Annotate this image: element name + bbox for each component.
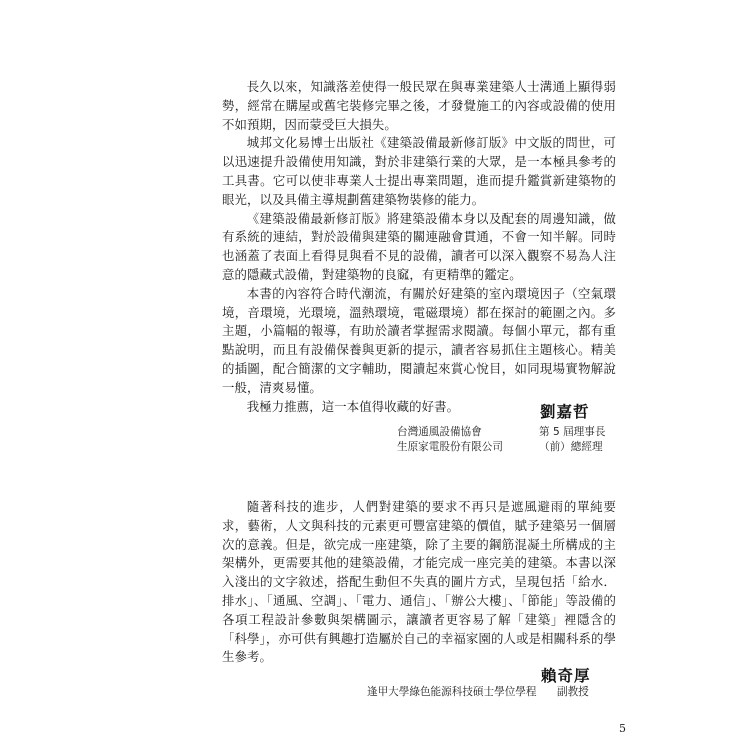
signature-title-1b: （前）總經理 <box>539 441 603 453</box>
paragraph: 本書的內容符合時代潮流，有關於好建築的室內環境因子（空氣環境，音環境，光環境，溫熱環境，電磁環境）都在探討的範圍之內。多主題，小篇幅的報導，有助於讀者掌握需求閱讀。每個小單元，都有重點說明，而且有設備保養與更新的提示，讀者容易抓住主題核心。精美的插圖，配合簡潔的文字輔助，閱讀起來賞心悅目，如同現場實物解說一般，清爽易懂。 <box>222 285 616 395</box>
paragraph: 長久以來，知識落差使得一般民眾在與專業建築人士溝通上顯得弱勢，經常在購屋或舊宅裝修完畢之後，才發覺施工的內容或設備的使用不如預期，因而蒙受巨大損失。 <box>222 79 616 132</box>
paragraph: 《建築設備最新修訂版》將建築設備本身以及配套的周邊知識，做有系統的連結，對於設備與建築的關連融會貫通，不會一知半解。同時也涵蓋了表面上看得見與看不見的設備，讀者可以深入觀察不易為人注意的隱藏式設備，對建築物的良窳，有更精準的鑑定。 <box>222 210 616 282</box>
page-number: 5 <box>619 722 626 735</box>
signature-title-2: 副教授 <box>557 686 589 698</box>
signature-title-1a: 第 5 屆理事長 <box>539 426 606 438</box>
paragraph: 我極力推薦，這一本值得收藏的好書。 <box>246 398 460 414</box>
foreword-section-1 <box>222 78 616 416</box>
signature-org-2: 逢甲大學綠色能源科技碩士學位學程 <box>367 686 537 698</box>
paragraph: 隨著科技的進步，人們對建築的要求不再只是遮風避雨的單純要求，藝術，人文與科技的元素更可豐富建築的價值，賦予建築另一個層次的意義。但是，欲完成一座建築，除了主要的鋼筋混凝土所構成的主架構外，更需要其他的建築設備，才能完成一座完美的建築。本書以深入淺出的文字敘述，搭配生動但不失真的圖片方式，呈現包括「給水．排水」、「通風、空調」、「電力、通信」、「辦公大樓」、「節能」等設備的各項工程設計參數與架構圖示，讓讀者更容易了解「建築」裡隱含的「科學」，亦可供有興趣打造屬於自己的幸福家園的人或是相關科系的學生參考。 <box>222 499 616 665</box>
signature-org-1b: 生原家電股份有限公司 <box>397 441 503 453</box>
signature-org-1a: 台灣通風設備協會 <box>397 426 482 438</box>
paragraph: 城邦文化易博士出版社《建築設備最新修訂版》中文版的問世，可以迅速提升設備使用知識，對於非建築行業的大眾，是一本極具參考的工具書。它可以使非專業人士提出專業問題，進而提升鑑賞新建築物的眼光，以及具備主導規劃舊建築物裝修的能力。 <box>222 135 616 207</box>
signature-name-1: 劉嘉哲 <box>540 402 590 421</box>
signature-name-2: 賴奇厚 <box>541 666 591 685</box>
foreword-section-2 <box>222 498 616 667</box>
